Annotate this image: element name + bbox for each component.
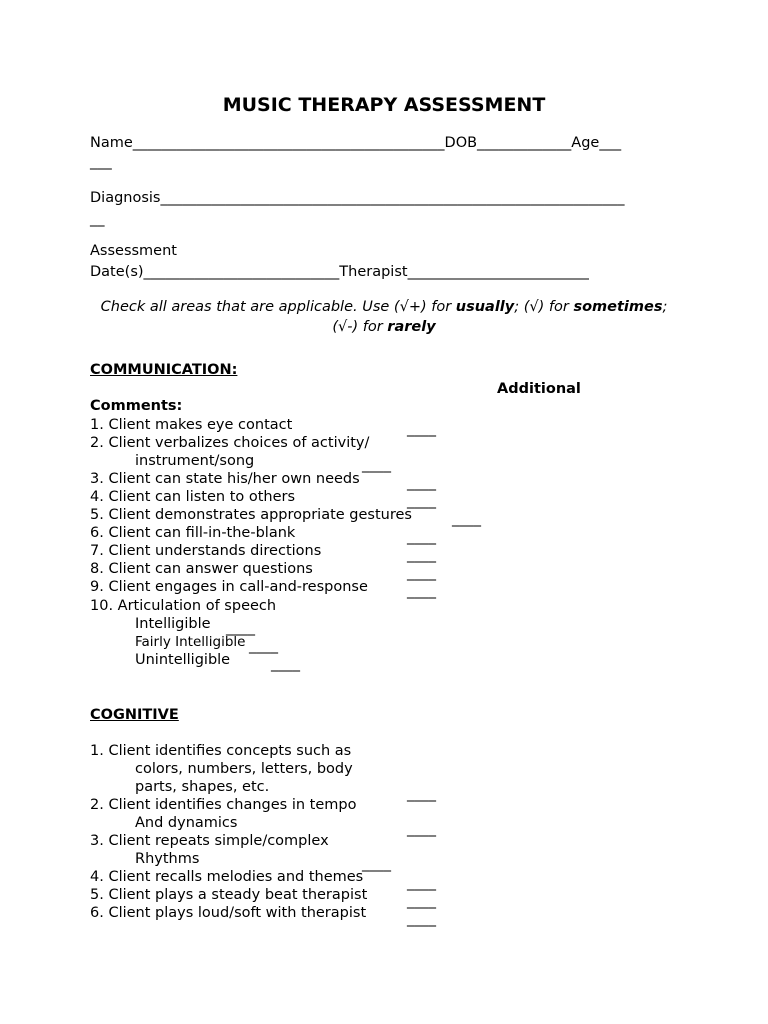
list-item: 6. Client plays loud/soft with therapist <box>90 905 367 921</box>
list-item: 7. Client understands directions <box>90 543 322 559</box>
additional-label: Additional <box>497 381 581 397</box>
check-blank: ____ <box>407 786 436 802</box>
list-item: 6. Client can fill-in-the-blank <box>90 525 296 541</box>
communication-heading: COMMUNICATION: <box>90 362 238 378</box>
assessment-label: Assessment <box>90 243 177 259</box>
list-item: 3. Client can state his/her own needs <box>90 471 360 487</box>
articulation-option: Fairly Intelligible <box>135 634 246 650</box>
check-blank: ____ <box>271 656 300 672</box>
check-blank: ____ <box>407 529 436 545</box>
check-blank: ____ <box>407 547 436 563</box>
check-blank: ____ <box>407 565 436 581</box>
check-blank: ____ <box>407 475 436 491</box>
list-item-continuation: colors, numbers, letters, body <box>135 761 353 777</box>
list-item: 10. Articulation of speech <box>90 598 277 614</box>
instructions-line-1: Check all areas that are applicable. Use (√+) for usually; (√) for sometimes; <box>100 299 668 315</box>
check-blank: ____ <box>407 911 436 927</box>
diagnosis-field: Diagnosis________________________________________________________________ <box>90 190 625 206</box>
check-blank: ____ <box>452 511 481 527</box>
list-item-continuation: Rhythms <box>135 851 200 867</box>
list-item: 3. Client repeats simple/complex <box>90 833 329 849</box>
list-item: 5. Client plays a steady beat therapist <box>90 887 368 903</box>
list-item: 9. Client engages in call-and-response <box>90 579 368 595</box>
list-item-continuation: And dynamics <box>135 815 238 831</box>
check-blank: ____ <box>407 583 436 599</box>
check-blank: ____ <box>407 875 436 891</box>
list-item-continuation: parts, shapes, etc. <box>135 779 270 795</box>
name-dob-age-field: Name___________________________________________DOB_____________Age___ <box>90 135 622 151</box>
diagnosis-field-wrap: __ <box>90 211 105 227</box>
name-dob-age-field-wrap: ___ <box>90 154 112 170</box>
list-item: 4. Client can listen to others <box>90 489 296 505</box>
page-title: MUSIC THERAPY ASSESSMENT <box>222 94 546 116</box>
check-blank: ____ <box>362 457 391 473</box>
list-item: 2. Client verbalizes choices of activity/ <box>90 435 370 451</box>
check-blank: ____ <box>407 821 436 837</box>
list-item: 1. Client makes eye contact <box>90 417 293 433</box>
list-item: 5. Client demonstrates appropriate gestures <box>90 507 412 523</box>
cognitive-heading: COGNITIVE <box>90 707 179 723</box>
check-blank: ____ <box>407 421 436 437</box>
comments-label: Comments: <box>90 398 183 414</box>
list-item: 2. Client identifies changes in tempo <box>90 797 357 813</box>
articulation-option: Unintelligible <box>135 652 231 668</box>
articulation-option: Intelligible <box>135 616 211 632</box>
check-blank: ____ <box>249 638 278 654</box>
list-item-continuation: instrument/song <box>135 453 255 469</box>
list-item: 1. Client identifies concepts such as <box>90 743 352 759</box>
check-blank: ____ <box>362 856 391 872</box>
check-blank: ____ <box>407 893 436 909</box>
dates-therapist-field: Date(s)___________________________Therapist_________________________ <box>90 264 589 280</box>
check-blank: ____ <box>407 493 436 509</box>
check-blank: ____ <box>226 620 255 636</box>
instructions-line-2: (√-) for rarely <box>332 319 436 335</box>
list-item: 4. Client recalls melodies and themes <box>90 869 364 885</box>
list-item: 8. Client can answer questions <box>90 561 313 577</box>
